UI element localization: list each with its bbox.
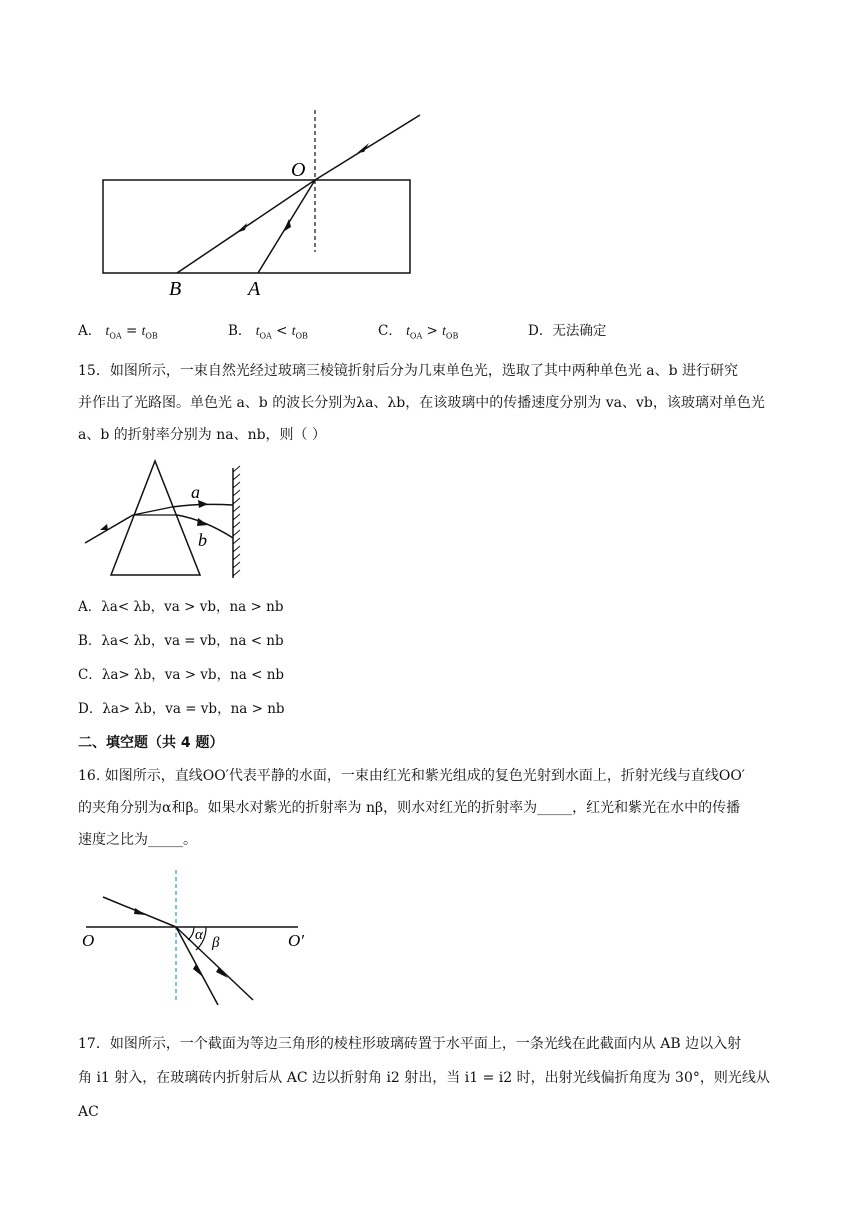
q14-option-d[interactable]: [528, 322, 606, 340]
option-sub: OA: [409, 331, 423, 341]
option-var: t: [442, 323, 446, 338]
q15-prism-figure: [80, 458, 250, 583]
option-sub: OB: [445, 331, 459, 341]
q15-option-a[interactable]: A．λa< λb，va > vb，na > nb: [78, 599, 284, 615]
incident-ray: [315, 115, 420, 180]
arrow-icon: [193, 964, 203, 977]
option-var: t: [255, 323, 260, 338]
label-A: A: [248, 278, 261, 300]
option-rel: =: [121, 323, 142, 339]
q14-option-b[interactable]: [228, 322, 308, 346]
label-O-prime: O′: [288, 931, 304, 950]
wall-hatch: [233, 466, 240, 576]
option-sub: OA: [259, 331, 272, 341]
q17-line2: 角 i1 射入，在玻璃砖内折射后从 AC 边以折射角 i2 射出，当 i1 = i2 时，出射光线偏折角度为 30°，则光线从 AC: [78, 1070, 770, 1120]
prism: [111, 461, 200, 575]
option-rel: >: [422, 323, 443, 339]
label-alpha: α: [195, 927, 203, 943]
section-header: 二、填空题（共 4 题）: [78, 735, 224, 751]
glass-block: [103, 180, 410, 273]
q15-line3: a、b 的折射率分别为 na、nb，则（ ）: [78, 427, 327, 443]
angle-arc: [188, 927, 194, 940]
q16-line2: 的夹角分别为α和β。如果水对紫光的折射率为 nβ，则水对红光的折射率为_____，红光和紫光在水中的传播: [78, 800, 741, 816]
option-key: A．: [78, 323, 102, 339]
q15-text: [78, 355, 784, 451]
label-a: a: [191, 482, 200, 502]
option-key: D．: [528, 323, 553, 339]
option-key: B．: [228, 323, 252, 339]
option-var: t: [141, 323, 146, 338]
q15-line1: 15．如图所示，一束自然光经过玻璃三棱镜折射后分为几束单色光，选取了其中两种单色光 a、b 进行研究: [78, 363, 739, 379]
label-beta: β: [212, 935, 220, 951]
q15-option-d[interactable]: D．λa> λb，va = vb，na > nb: [78, 701, 285, 717]
option-var: t: [406, 323, 410, 338]
arrow-icon: [216, 967, 228, 978]
label-B: B: [169, 278, 182, 300]
q16-line1: 16. 如图所示，直线OO′代表平静的水面，一束由红光和紫光组成的复色光射到水面上，折射光线与直线OO′: [78, 768, 745, 784]
q16-water-figure: [78, 865, 323, 1005]
q15-option-c[interactable]: C．λa> λb，va > vb，na < nb: [78, 667, 285, 683]
option-var: t: [105, 323, 110, 338]
option-text: 无法确定: [552, 323, 607, 339]
arrow-icon: [100, 524, 108, 530]
q17-line1: 17．如图所示，一个截面为等边三角形的棱柱形玻璃砖置于水平面上，一条光线在此截面内从 AB 边以入射: [78, 1036, 742, 1052]
ray-inside-a: [133, 507, 172, 515]
option-rel: <: [271, 323, 292, 339]
q15-line2: 并作出了光路图。单色光 a、b 的波长分别为λa、λb，在该玻璃中的传播速度分别为 va、vb，该玻璃对单色光: [78, 395, 765, 411]
q17-text: [78, 1027, 784, 1129]
option-sub: OB: [295, 331, 308, 341]
option-key: C．: [378, 323, 402, 339]
incident-ray: [85, 515, 133, 543]
arrow-icon: [197, 518, 208, 526]
q15-option-b[interactable]: B．λa< λb，va = vb，na < nb: [78, 633, 284, 649]
label-O: O: [291, 159, 306, 181]
arrow-icon: [134, 908, 146, 915]
q14-option-a[interactable]: [78, 322, 158, 346]
option-sub: OB: [145, 331, 158, 341]
option-sub: OA: [109, 331, 122, 341]
q14-option-c[interactable]: [378, 322, 458, 346]
q14-figure: [95, 100, 435, 300]
q16-line3: 速度之比为_____。: [78, 832, 197, 848]
option-var: t: [291, 323, 296, 338]
q16-text: [78, 760, 784, 856]
label-O: O: [82, 931, 95, 950]
label-b: b: [198, 530, 207, 550]
